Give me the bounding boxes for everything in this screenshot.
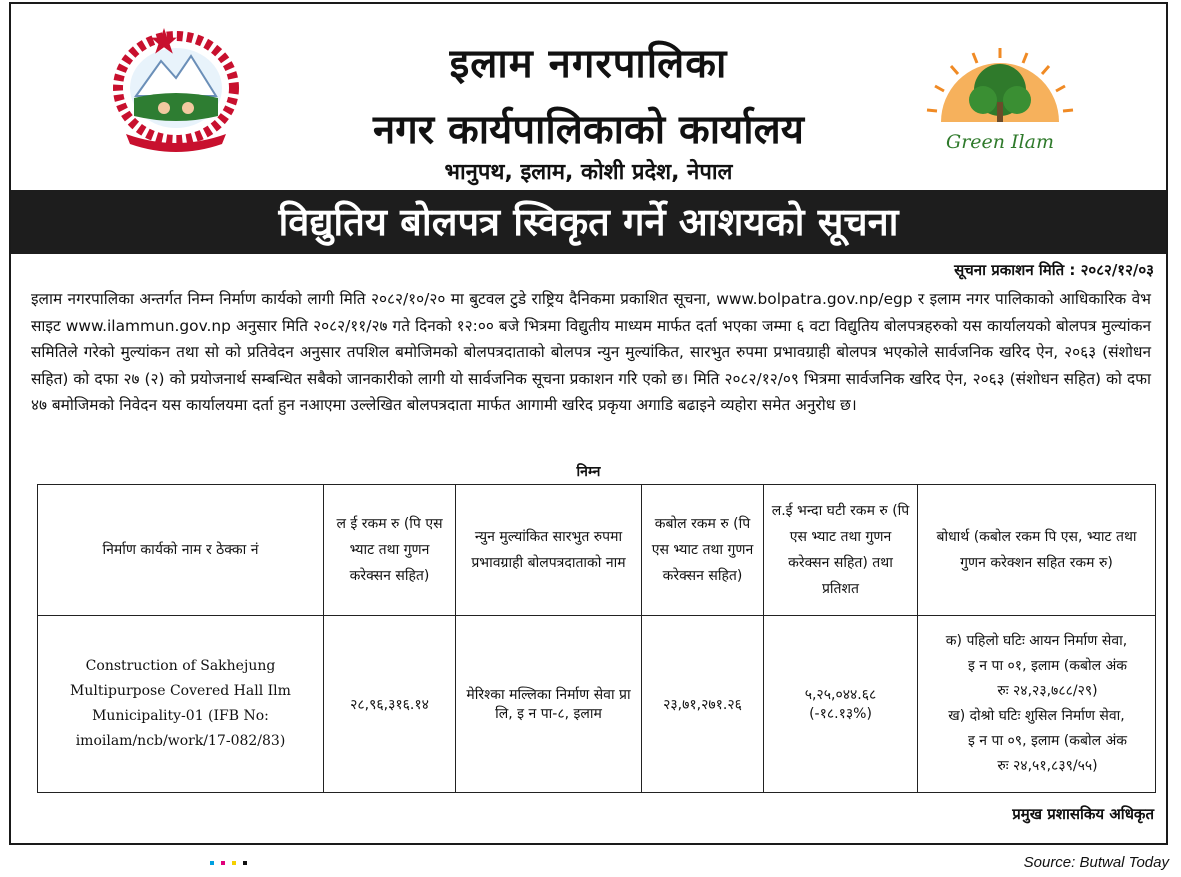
source-credit: Source: Butwal Today xyxy=(1023,854,1169,871)
remarks-a-line1: क) पहिलो घटिः आयन निर्माण सेवा, xyxy=(945,633,1128,649)
publish-date: सूचना प्रकाशन मिति : २०८२/१२/०३ xyxy=(954,261,1154,279)
table-row xyxy=(38,616,1156,793)
office-address: भानुपथ, इलाम, कोशी प्रदेश, नेपाल xyxy=(444,160,733,185)
remarks-b-line2: इ न पा ०९, इलाम (कबोल अंक xyxy=(967,733,1128,749)
table-caption: निम्न xyxy=(576,464,601,480)
office-name: नगर कार्यपालिकाको कार्यालय xyxy=(373,107,804,153)
notice-title-banner: विद्युतिय बोलपत्र स्विकृत गर्ने आशयको सूचना xyxy=(11,190,1166,254)
cell-work-name: Construction of Sakhejung Multipurpose Covered Hall Ilm Municipality-01 (IFB No: imoilam/ncb/work/17-082/83) xyxy=(38,616,324,793)
color-dots xyxy=(210,850,254,869)
col-header-estimate: ल ई रकम रु (पि एस भ्याट तथा गुणन करेक्सन सहित) xyxy=(324,485,456,616)
cell-bid-amount: २३,७१,२७१.२६ xyxy=(642,616,764,793)
logo-text: Green Ilam xyxy=(946,131,1054,153)
remarks-a-line2: इ न पा ०१, इलाम (कबोल अंक xyxy=(967,658,1128,674)
cell-estimate: २८,९६,३१६.१४ xyxy=(324,616,456,793)
difference-amount: ५,२५,०४४.६८ xyxy=(804,687,877,703)
cell-difference xyxy=(764,616,918,793)
col-header-difference: ल.ई भन्दा घटी रकम रु (पि एस भ्याट तथा गुणन करेक्सन सहित) तथा प्रतिशत xyxy=(764,485,918,616)
green-ilam-logo-icon xyxy=(913,44,1088,159)
remarks-b-line3: रुः २४,५१,८३९/५५) xyxy=(997,758,1098,774)
municipality-name: इलाम नगरपालिका xyxy=(449,41,728,87)
bid-evaluation-table xyxy=(37,484,1156,793)
cell-remarks xyxy=(918,616,1156,793)
col-header-remarks: बोधार्थ (कबोल रकम पि एस, भ्याट तथा गुणन करेक्शन सहित रकम रु) xyxy=(918,485,1156,616)
col-header-bidder: न्युन मुल्यांकित सारभुत रुपमा प्रभावग्राही बोलपत्रदाताको नाम xyxy=(456,485,642,616)
table-header-row xyxy=(38,485,1156,616)
remarks-a-line3: रुः २४,२३,७८८/२९) xyxy=(997,683,1098,699)
difference-percent: (-१८.१३%) xyxy=(809,706,872,722)
signatory-title: प्रमुख प्रशासकिय अधिकृत xyxy=(1012,805,1154,823)
col-header-work-name: निर्माण कार्यको नाम र ठेक्का नं xyxy=(38,485,324,616)
notice-frame xyxy=(9,2,1168,845)
remarks-b-line1: ख) दोश्रो घटिः शुसिल निर्माण सेवा, xyxy=(948,708,1125,724)
cell-bidder: मेरिश्का मल्लिका निर्माण सेवा प्रा लि, इ न पा-८, इलाम xyxy=(456,616,642,793)
notice-body: इलाम नगरपालिका अन्तर्गत निम्न निर्माण कार्यको लागी मिति २०८२/१०/२० मा बुटवल टुडे राष्ट्रिय दैनिकमा प्रकाशित सूचना, www.bolpatra.gov.np/egp र इलाम नगर पालिकाको आधिकारिक वेभ साइट www.ilammun.gov.np अनुसार मिति २०८२/११/२७ गते दिनको १२:०० बजे भित्रमा विद्युतीय माध्यम मार्फत दर्ता भएका जम्मा ६ वटा विद्युतिय बोलपत्रहरुको यस कार्यालयको बोलपत्र मुल्यांकन समितिले गरेको मुल्यांकन तथा सो को प्रतिवेदन अनुसार तपशिल बमोजिमको बोलपत्रदाताको बोलपत्र न्युन मुल्यांकित, सारभुत रुपमा प्रभावग्राही बोलपत्र भएकोले सार्वजनिक खरिद ऐन, २०६३ (संशोधन सहित) को दफा २७ (२) को प्रयोजनार्थ सम्बन्धित सबैको जानकारीको लागी यो सार्वजनिक सूचना प्रकाशन गरि एको छ। मिति २०८२/१२/०९ भित्रमा सार्वजनिक खरिद ऐन, २०६३ (संशोधन सहित) को दफा ४७ बमोजिमको निवेदन यस कार्यालयमा दर्ता हुन नआएमा उल्लेखित बोलपत्रदाता मार्फत आगामी खरिद प्रकृया अगाडि बढाइने व्यहोरा समेत अनुरोध छ। xyxy=(31,290,1151,414)
notice-header xyxy=(11,4,1166,190)
col-header-bid-amount: कबोल रकम रु (पि एस भ्याट तथा गुणन करेक्सन सहित) xyxy=(642,485,764,616)
